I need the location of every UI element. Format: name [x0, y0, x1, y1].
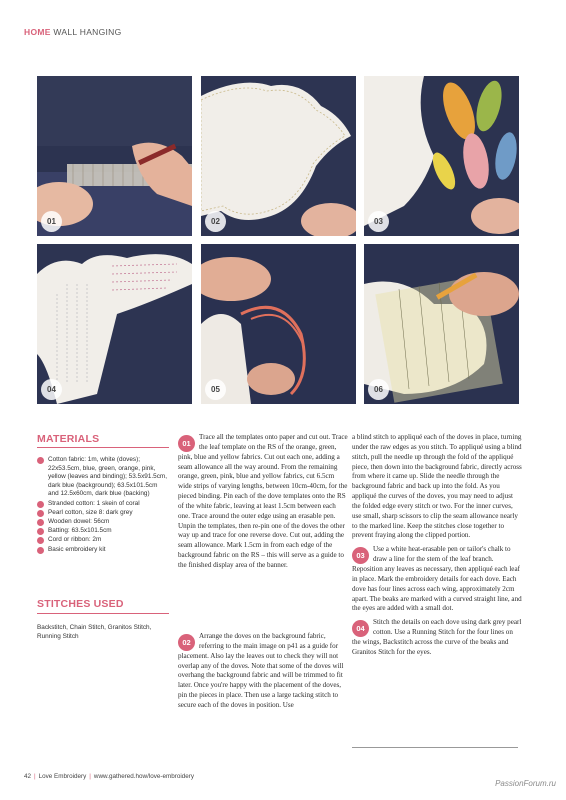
materials-item: Wooden dowel: 56cm	[37, 518, 167, 527]
step-number-badge: 02	[178, 634, 195, 651]
step-03: 03 Use a white heat-erasable pen or tailor's chalk to draw a line for the stem of the leaf branch. Reposition any leaves as necessary, then appliqué each leaf in place. Mark the embroidery details for each dove. Each dove has four lines across each wing, approximately 2cm apart. The beaks are marked with a curved straight line, and the eyes are added with a small dot.	[352, 545, 522, 613]
column-end-rule	[352, 747, 518, 748]
magazine-url[interactable]: www.gathered.how/love-embroidery	[93, 773, 195, 780]
materials-item: Pearl cotton, size 8: dark grey	[37, 509, 167, 518]
step-photo-01	[37, 76, 192, 236]
step-02-continued: a blind stitch to appliqué each of the doves in place, turning under the raw edges as you stitch. To appliqué using a blind stitch, pull the needle up through the fold of the appliqué piece, then down into the background fabric, directly across from where it came up. Slide the needle through the background fabric and back up into the fold. As you appliqué the curves of the doves, you may need to adjust the folded edge every stitch or two. For the inner curves, use small, sharp scissors to clip the seam allowance nearly to the marked line. Keep the stitches close together to prevent fraying along the clipped portion.	[352, 433, 522, 540]
instructions-column-2	[178, 632, 348, 744]
step-photo-02	[201, 76, 356, 236]
subsection-name: WALL HANGING	[53, 27, 122, 37]
step-number-badge: 01	[178, 435, 195, 452]
section-name: HOME	[24, 27, 51, 37]
step-photo-03	[364, 76, 519, 236]
materials-item: Cord or ribbon: 2m	[37, 536, 167, 545]
step-photo-06	[364, 244, 519, 404]
stitches-title: STITCHES USED	[37, 598, 124, 610]
step-photo-04	[37, 244, 192, 404]
materials-divider	[37, 447, 169, 448]
step-number-badge: 03	[352, 547, 369, 564]
step-02: 02 Arrange the doves on the background fabric, referring to the main image on p41 as a guide for placement. Also lay the leaves out to check they will not overlap any of the doves. Note that some of the doves will overhang the background fabric and will be trimmed to fit later. Once you're happy with the placement of the doves, pin the pieces in place. Then use a large tacking stitch to secure each of the doves in position. Use	[178, 632, 344, 709]
stitches-text: Backstitch, Chain Stitch, Granitos Stitch, Running Stitch	[37, 624, 152, 640]
materials-title: MATERIALS	[37, 433, 100, 445]
bullet-dot-icon	[37, 537, 44, 544]
materials-item: Stranded cotton: 1 skein of coral	[37, 500, 167, 509]
materials-item: Cotton fabric: 1m, white (doves); 22x53.5cm, blue, green, orange, pink, yellow (leaves and binding); 53.5x91.5cm, dark blue (background); 63.5x101.5cm and 12.5x60cm, dark blue (backing)	[37, 456, 167, 499]
photo-number-badge: 04	[41, 379, 62, 400]
materials-item: Basic embroidery kit	[37, 546, 167, 555]
section-header	[24, 27, 122, 37]
step-photo-05	[201, 244, 356, 404]
materials-item: Batting: 63.5x101.5cm	[37, 527, 167, 536]
bullet-dot-icon	[37, 510, 44, 517]
photo-number-badge: 02	[205, 211, 226, 232]
bullet-dot-icon	[37, 519, 44, 526]
instructions-column-1	[178, 433, 348, 629]
bullet-dot-icon	[37, 528, 44, 535]
bullet-dot-icon	[37, 501, 44, 508]
photo-number-badge: 01	[41, 211, 62, 232]
photo-number-badge: 05	[205, 379, 226, 400]
bullet-dot-icon	[37, 547, 44, 554]
photo-number-badge: 06	[368, 379, 389, 400]
watermark: PassionForum.ru	[495, 779, 556, 788]
photo-number-badge: 03	[368, 211, 389, 232]
step-01: 01 Trace all the templates onto paper and cut out. Trace the leaf template on the RS of the orange, green, pink, blue and yellow fabrics. Cut out each one, adding a seam allowance all the way around. From the remaining orange, green, pink, blue and yellow fabrics, cut 6.5cm wide strips of varying lengths, between 10cm-40cm, for the pieced binding. Pin each of the dove templates onto the RS of the white fabric, leaving at least 1.5cm between each one. Trace around the outer edge using an erasable pen. Unpin the templates, then re-pin one of the doves the other way up and trace for one reverse dove. Cut out, adding the seam allowance. Mark 1.5cm in from each edge of the background fabric on the RS – this will serve as a guide to the finished display area of the banner.	[178, 433, 348, 569]
magazine-name: Love Embroidery	[38, 773, 87, 780]
materials-list	[37, 456, 167, 555]
instructions-column-3	[352, 433, 522, 658]
bullet-dot-icon	[37, 457, 44, 464]
step-04: 04 Stitch the details on each dove using dark grey pearl cotton. Use a Running Stitch for the four lines on the wings, Backstitch across the curve of the beaks and Granitos Stitch for the eyes.	[352, 618, 522, 656]
page-footer: 42 | Love Embroidery | www.gathered.how/love-embroidery	[24, 773, 195, 780]
stitches-divider	[37, 613, 169, 614]
page-number: 42	[24, 773, 32, 780]
step-number-badge: 04	[352, 620, 369, 637]
